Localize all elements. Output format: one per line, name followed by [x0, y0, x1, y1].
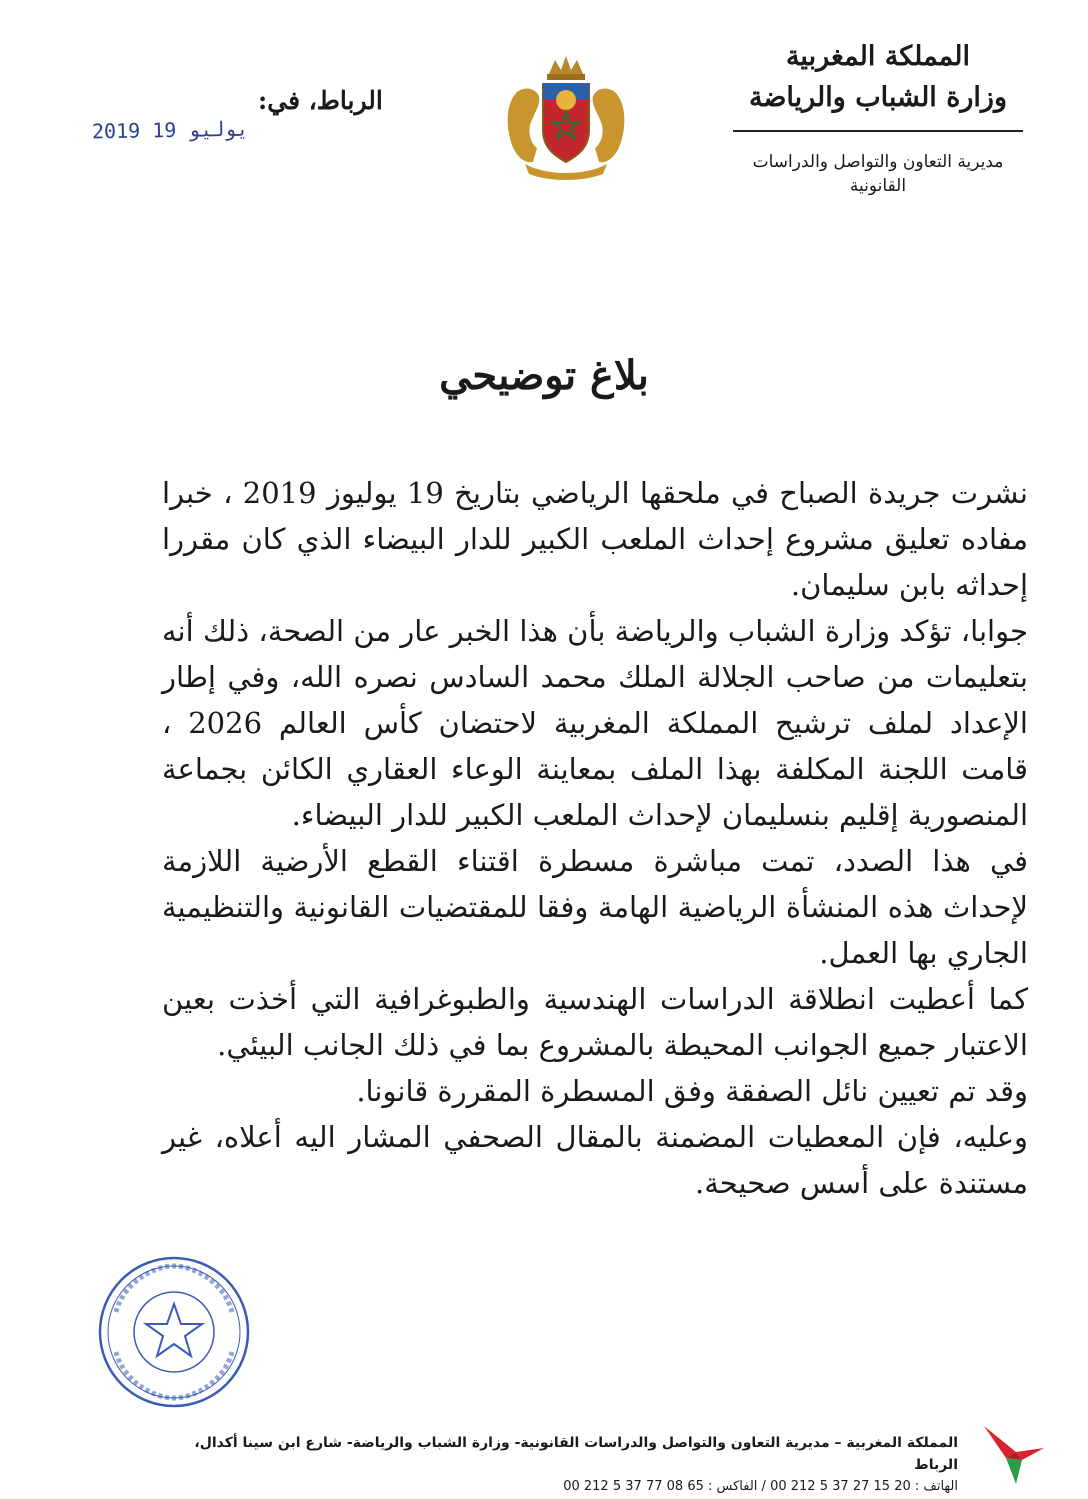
paragraph: نشرت جريدة الصباح في ملحقها الرياضي بتاريخ 19 يوليوز 2019 ، خبرا مفاده تعليق مشروع إحداث الملعب الكبير للدار البيضاء الذي كان مقررا إحداثه بابن سليمان.: [162, 476, 1028, 602]
paragraph: جوابا، تؤكد وزارة الشباب والرياضة بأن هذا الخبر عار من الصحة، ذلك أنه بتعليمات من صاحب الجلالة الملك محمد السادس نصره الله، وفي إطار الإعداد لملف ترشيح المملكة المغربية لاحتضان كأس العالم 2026 ، قامت اللجنة المكلفة بهذا الملف بمعاينة الوعاء العقاري الكائن بجماعة المنصورية إقليم بنسليمان لإحداث الملعب الكبير للدار البيضاء.: [162, 614, 1028, 832]
document-title: بلاغ توضيحي: [439, 352, 649, 399]
ministry-name: وزارة الشباب والرياضة: [749, 82, 1007, 113]
paragraph: كما أعطيت انطلاقة الدراسات الهندسية والطبوغرافية التي أخذت بعين الاعتبار جميع الجوانب المحيطة بالمشروع بما في ذلك الجانب البيئي.: [162, 982, 1028, 1062]
ministry-logo-icon: [976, 1418, 1048, 1486]
header-divider: [733, 130, 1023, 132]
document-body: [162, 470, 1028, 1206]
department-name: مديرية التعاون والتواصل والدراسات القانونية: [752, 152, 1004, 196]
letterhead-right: [728, 38, 1028, 198]
paragraph: وقد تم تعيين نائل الصفقة وفق المسطرة المقررة قانونا.: [356, 1074, 1028, 1108]
official-seal-stamp: [94, 1252, 254, 1412]
kingdom-name: المملكة المغربية: [785, 41, 971, 72]
footer-address: المملكة المغربية – مديرية التعاون والتواصل والدراسات القانونية- وزارة الشباب والرياضة- شارع ابن سينا أكدال، الرباط: [194, 1435, 958, 1473]
footer-contact: الهاتف : 20 15 27 37 5 212 00 / الفاكس : 65 08 77 37 5 212 00: [563, 1479, 958, 1494]
coat-of-arms-icon: [497, 52, 635, 182]
paragraph: وعليه، فإن المعطيات المضمنة بالمقال الصحفي المشار اليه أعلاه، غير مستندة على أسس صحيحة.: [162, 1120, 1028, 1200]
city-date-label: الرباط، في:: [258, 86, 383, 115]
footer: [180, 1432, 958, 1498]
date-stamp: 2019 يوليو 19: [91, 116, 249, 144]
paragraph: في هذا الصدد، تمت مباشرة مسطرة اقتناء القطع الأرضية اللازمة لإحداث هذه المنشأة الرياضية الهامة وفقا للمقتضيات القانونية والتنظيمية الجاري بها العمل.: [162, 844, 1028, 970]
